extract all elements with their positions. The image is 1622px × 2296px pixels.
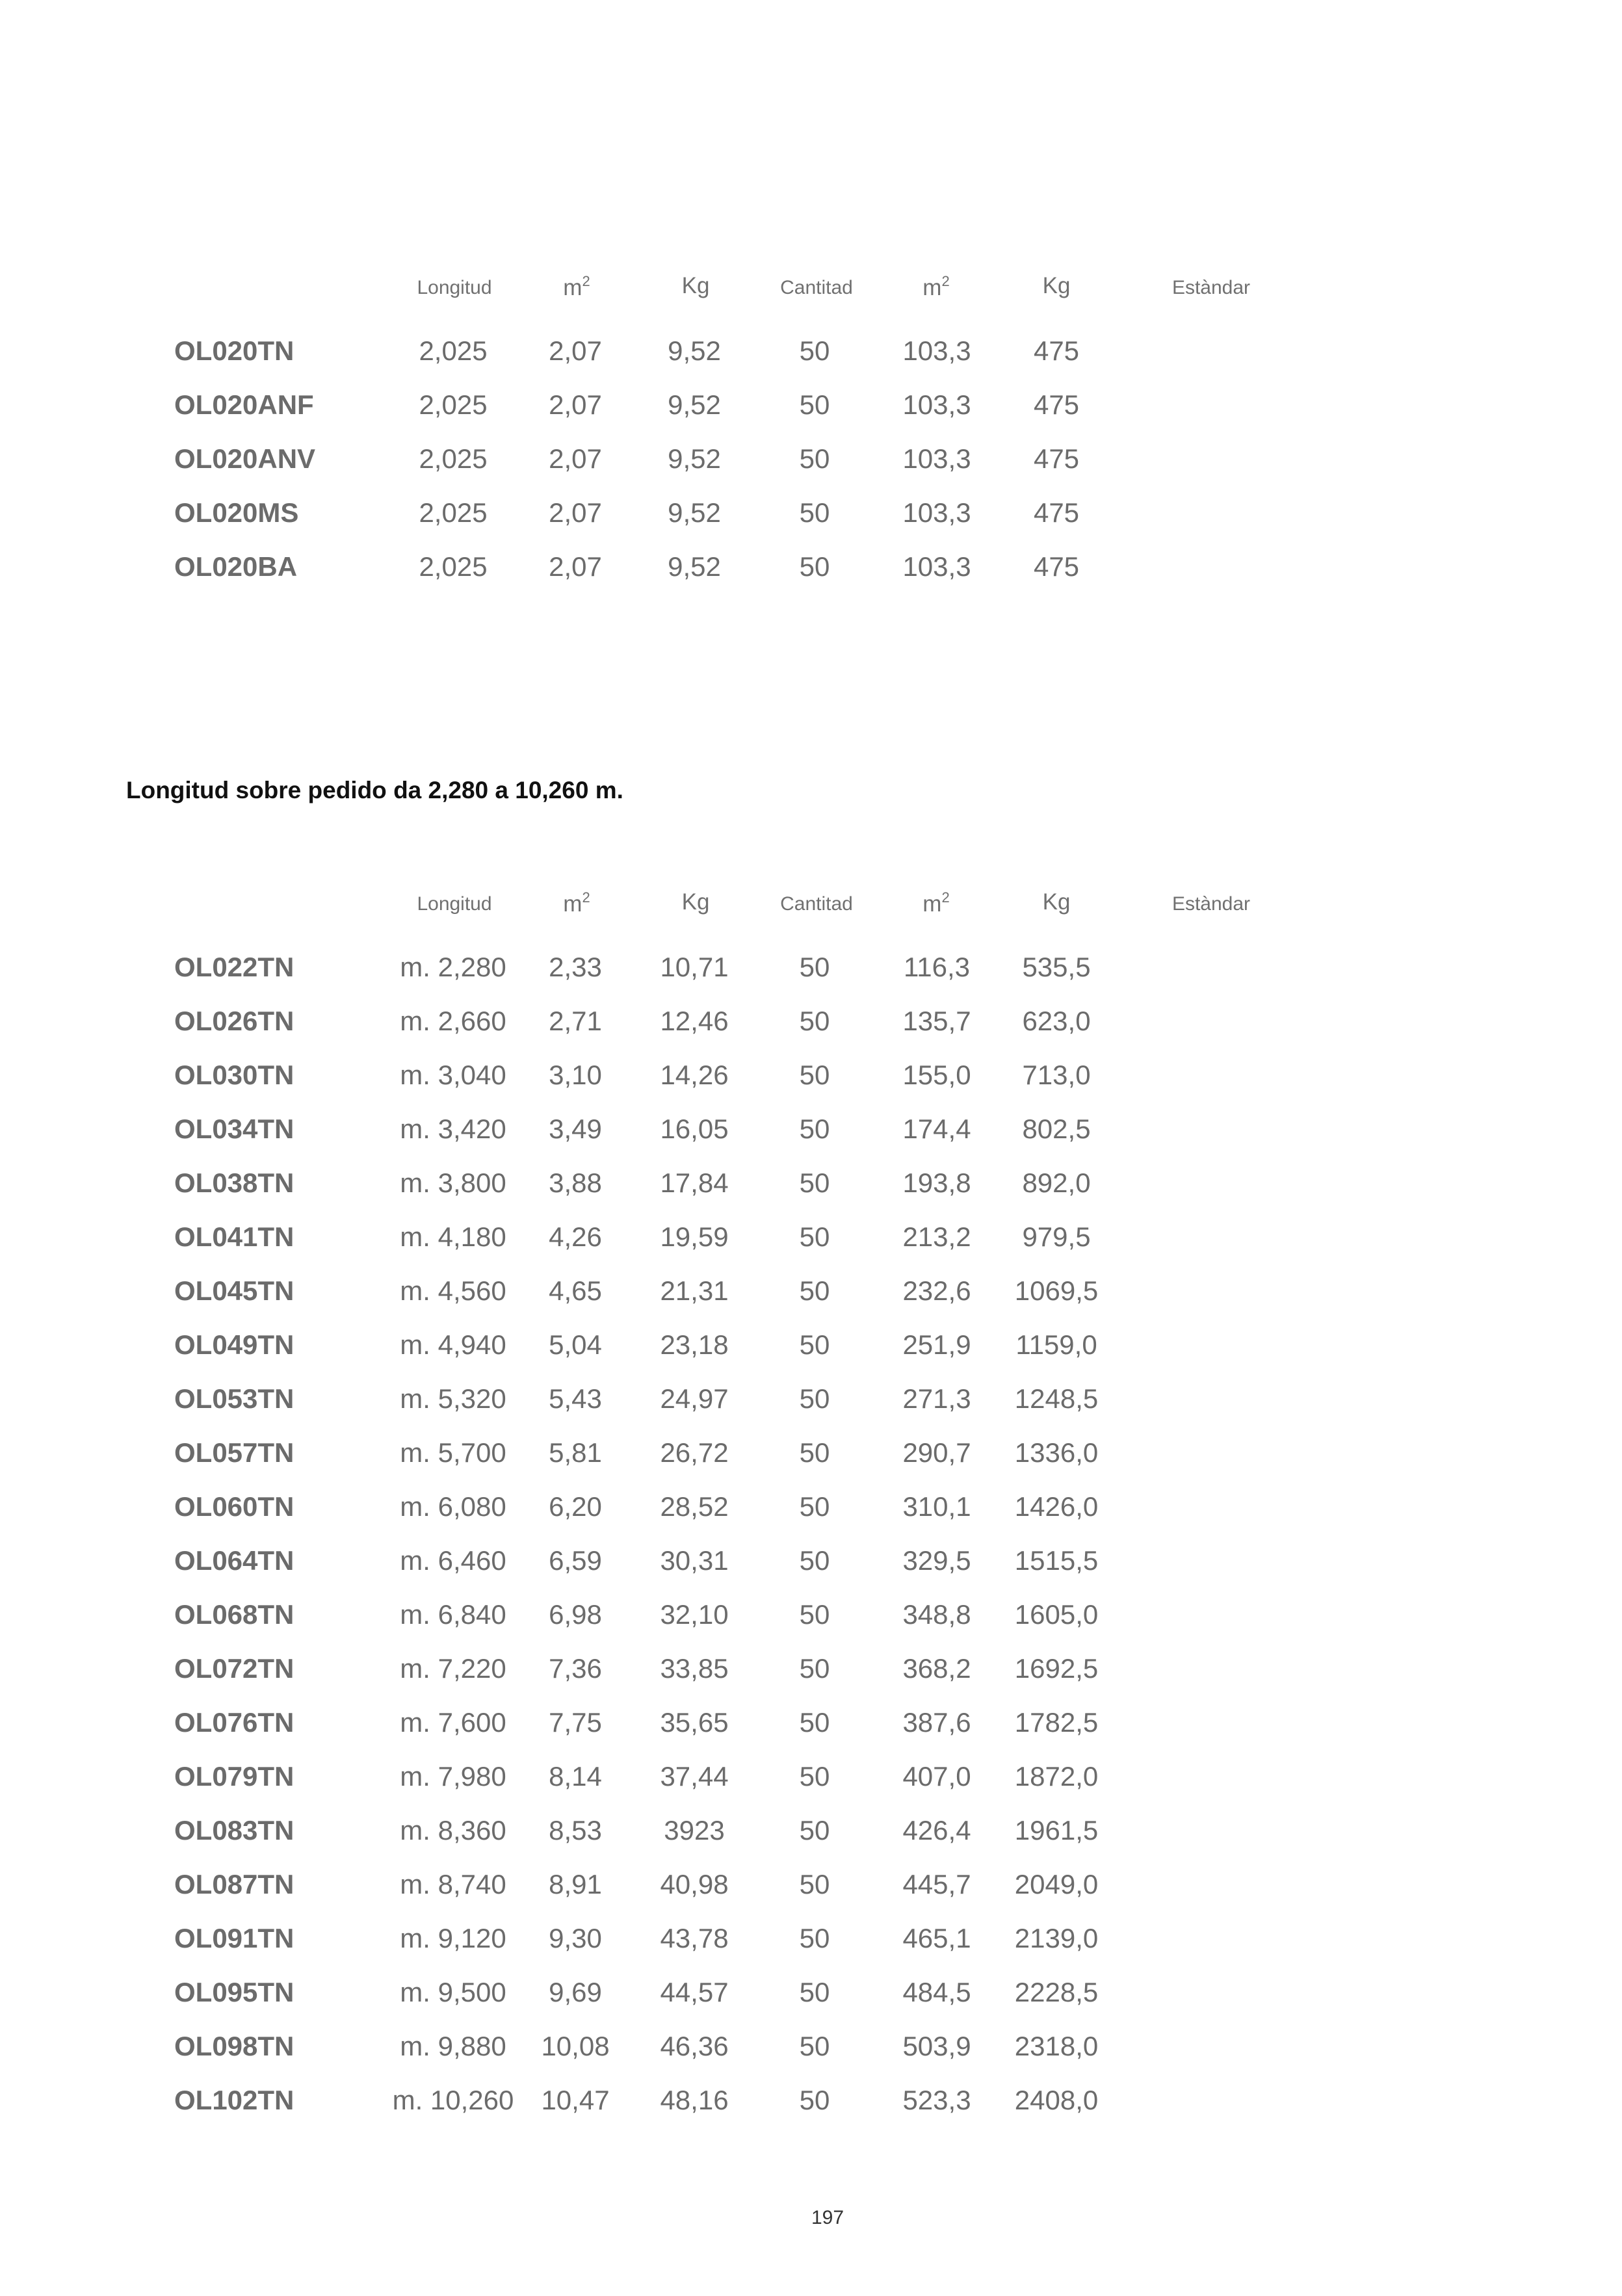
cell-m2: 2,07: [549, 551, 602, 582]
header-m2: $m^2$: [563, 889, 590, 917]
cell-longitud: m. 6,080: [400, 1491, 506, 1522]
cell-longitud: m. 3,420: [400, 1114, 506, 1144]
table-row: [0, 952, 1622, 1006]
cell-kg: 14,26: [660, 1060, 729, 1090]
cell-cantitad: 50: [799, 2031, 830, 2061]
table-row: [0, 1006, 1622, 1060]
table-row: [0, 1923, 1622, 1977]
cell-kg-total: 892,0: [1022, 1168, 1091, 1198]
product-code: OL064TN: [174, 1545, 294, 1576]
product-code: OL083TN: [174, 1815, 294, 1846]
table-row: [0, 1168, 1622, 1222]
cell-m2: 5,81: [549, 1437, 602, 1468]
table-row: [0, 1114, 1622, 1168]
cell-kg: 26,72: [660, 1437, 729, 1468]
table-row: [0, 1491, 1622, 1546]
cell-m2: 7,36: [549, 1653, 602, 1684]
product-code: OL072TN: [174, 1653, 294, 1684]
cell-cantitad: 50: [799, 2085, 830, 2115]
cell-m2-total: 271,3: [902, 1383, 971, 1414]
cell-cantitad: 50: [799, 952, 830, 982]
cell-m2: 2,07: [549, 497, 602, 528]
cell-m2-total: 290,7: [902, 1437, 971, 1468]
cell-m2: 6,20: [549, 1491, 602, 1522]
cell-cantitad: 50: [799, 497, 830, 528]
cell-cantitad: 50: [799, 1977, 830, 2007]
product-code: OL020ANF: [174, 389, 314, 420]
cell-m2: 9,69: [549, 1977, 602, 2007]
product-code: OL020BA: [174, 551, 298, 582]
cell-kg-total: 623,0: [1022, 1006, 1091, 1036]
cell-cantitad: 50: [799, 443, 830, 474]
cell-m2: 8,14: [549, 1761, 602, 1792]
product-code: OL034TN: [174, 1114, 294, 1144]
cell-m2-total: 445,7: [902, 1869, 971, 1899]
cell-m2-total: 426,4: [902, 1815, 971, 1846]
header-longitud: Longitud: [417, 893, 492, 915]
table-row: [0, 1815, 1622, 1870]
cell-m2: 4,65: [549, 1275, 602, 1306]
header-kg-total: Kg: [1042, 273, 1071, 298]
cell-cantitad: 50: [799, 1869, 830, 1899]
cell-m2: 2,71: [549, 1006, 602, 1036]
cell-m2: 8,53: [549, 1815, 602, 1846]
table-row: [0, 389, 1622, 444]
cell-kg: 17,84: [660, 1168, 729, 1198]
cell-kg-total: 2318,0: [1014, 2031, 1099, 2061]
product-code: OL026TN: [174, 1006, 294, 1036]
cell-m2-total: 348,8: [902, 1599, 971, 1630]
product-code: OL076TN: [174, 1707, 294, 1738]
cell-longitud: m. 8,740: [400, 1869, 506, 1899]
cell-m2: 7,75: [549, 1707, 602, 1738]
cell-kg-total: 475: [1033, 389, 1080, 420]
cell-longitud: m. 3,800: [400, 1168, 506, 1198]
product-code: OL053TN: [174, 1383, 294, 1414]
header-m2-total: $m^2$: [922, 273, 950, 300]
cell-longitud: m. 5,700: [400, 1437, 506, 1468]
product-code: OL098TN: [174, 2031, 294, 2061]
cell-m2-total: 116,3: [904, 952, 970, 982]
table-row: [0, 497, 1622, 552]
cell-m2-total: 103,3: [902, 497, 971, 528]
cell-m2-total: 503,9: [902, 2031, 971, 2061]
table-row: [0, 1275, 1622, 1330]
header-kg: Kg: [681, 273, 710, 298]
cell-kg-total: 475: [1033, 335, 1080, 366]
table1-header: [0, 273, 1622, 312]
cell-cantitad: 50: [799, 1168, 830, 1198]
cell-m2-total: 387,6: [902, 1707, 971, 1738]
cell-kg-total: 1605,0: [1014, 1599, 1099, 1630]
cell-kg-total: 1872,0: [1014, 1761, 1099, 1792]
cell-kg: 40,98: [660, 1869, 729, 1899]
cell-kg: 9,52: [668, 389, 721, 420]
product-code: OL079TN: [174, 1761, 294, 1792]
table-row: [0, 551, 1622, 606]
cell-cantitad: 50: [799, 1383, 830, 1414]
cell-kg-total: 2049,0: [1014, 1869, 1099, 1899]
cell-kg-total: 475: [1033, 443, 1080, 474]
cell-cantitad: 50: [799, 1761, 830, 1792]
product-code: OL087TN: [174, 1869, 294, 1899]
header-estandar: Estàndar: [1171, 277, 1251, 298]
cell-longitud: m. 9,500: [400, 1977, 506, 2007]
cell-kg: 19,59: [660, 1221, 729, 1252]
cell-kg: 43,78: [660, 1923, 729, 1953]
header-kg: Kg: [681, 889, 710, 915]
cell-m2-total: 213,2: [902, 1221, 971, 1252]
cell-cantitad: 50: [799, 1006, 830, 1036]
cell-m2-total: 368,2: [902, 1653, 971, 1684]
header-cantitad: Cantitad: [780, 893, 853, 915]
cell-m2-total: 155,0: [902, 1060, 971, 1090]
cell-kg-total: 1248,5: [1014, 1383, 1099, 1414]
cell-m2-total: 193,8: [902, 1168, 971, 1198]
header-longitud: Longitud: [417, 277, 492, 298]
header-kg-total: Kg: [1042, 889, 1071, 915]
cell-longitud: m. 2,280: [400, 952, 506, 982]
cell-kg-total: 802,5: [1022, 1114, 1091, 1144]
cell-longitud: m. 8,360: [400, 1815, 506, 1846]
cell-m2: 3,10: [549, 1060, 602, 1090]
cell-cantitad: 50: [799, 1275, 830, 1306]
cell-cantitad: 50: [799, 1653, 830, 1684]
page-number: 197: [811, 2207, 844, 2228]
product-code: OL045TN: [174, 1275, 294, 1306]
cell-kg-total: 2228,5: [1014, 1977, 1099, 2007]
cell-kg: 16,05: [660, 1114, 729, 1144]
table-row: [0, 335, 1622, 390]
cell-longitud: m. 3,040: [400, 1060, 506, 1090]
cell-m2: 8,91: [549, 1869, 602, 1899]
cell-kg-total: 1692,5: [1014, 1653, 1099, 1684]
table-row: [0, 1329, 1622, 1384]
cell-m2-total: 103,3: [902, 335, 971, 366]
cell-m2: 2,07: [549, 389, 602, 420]
table-row: [0, 1761, 1622, 1816]
cell-kg-total: 1159,0: [1015, 1329, 1097, 1360]
cell-m2: 3,88: [549, 1168, 602, 1198]
cell-longitud: 2,025: [419, 551, 488, 582]
cell-longitud: m. 9,120: [400, 1923, 506, 1953]
cell-kg: 28,52: [660, 1491, 729, 1522]
cell-cantitad: 50: [799, 1437, 830, 1468]
cell-m2-total: 232,6: [902, 1275, 971, 1306]
cell-m2: 2,33: [549, 952, 602, 982]
cell-longitud: 2,025: [419, 389, 488, 420]
product-code: OL091TN: [174, 1923, 294, 1953]
table-row: [0, 1060, 1622, 1114]
cell-kg: 33,85: [660, 1653, 729, 1684]
cell-cantitad: 50: [799, 1329, 830, 1360]
cell-cantitad: 50: [799, 1707, 830, 1738]
cell-m2: 5,04: [549, 1329, 602, 1360]
table-row: [0, 1221, 1622, 1276]
cell-kg-total: 979,5: [1022, 1221, 1091, 1252]
cell-kg: 35,65: [660, 1707, 729, 1738]
cell-m2: 5,43: [549, 1383, 602, 1414]
product-code: OL020ANV: [174, 443, 316, 474]
product-code: OL057TN: [174, 1437, 294, 1468]
cell-m2: 2,07: [549, 443, 602, 474]
cell-kg: 21,31: [660, 1275, 729, 1306]
cell-cantitad: 50: [799, 1545, 830, 1576]
cell-kg: 37,44: [660, 1761, 729, 1792]
cell-m2-total: 523,3: [902, 2085, 971, 2115]
cell-longitud: m. 4,940: [400, 1329, 506, 1360]
cell-m2-total: 310,1: [902, 1491, 971, 1522]
cell-kg: 10,71: [660, 952, 729, 982]
product-code: OL102TN: [174, 2085, 294, 2115]
table-row: [0, 443, 1622, 498]
cell-longitud: m. 4,180: [400, 1221, 506, 1252]
product-code: OL049TN: [174, 1329, 294, 1360]
cell-longitud: m. 2,660: [400, 1006, 506, 1036]
cell-m2-total: 484,5: [902, 1977, 971, 2007]
table-row: [0, 2031, 1622, 2085]
cell-m2-total: 103,3: [902, 443, 971, 474]
table-row: [0, 1707, 1622, 1762]
cell-kg-total: 475: [1033, 551, 1080, 582]
cell-kg-total: 1426,0: [1014, 1491, 1099, 1522]
cell-cantitad: 50: [799, 1221, 830, 1252]
cell-m2: 6,98: [549, 1599, 602, 1630]
cell-m2: 10,47: [541, 2085, 610, 2115]
cell-longitud: m. 4,560: [400, 1275, 506, 1306]
product-code: OL020TN: [174, 335, 294, 366]
cell-kg-total: 1782,5: [1014, 1707, 1099, 1738]
product-code: OL020MS: [174, 497, 299, 528]
cell-m2-total: 329,5: [902, 1545, 971, 1576]
product-code: OL060TN: [174, 1491, 294, 1522]
cell-longitud: m. 5,320: [400, 1383, 506, 1414]
cell-kg: 48,16: [660, 2085, 729, 2115]
header-m2-total: $m^2$: [922, 889, 950, 917]
table-row: [0, 1545, 1622, 1600]
cell-kg: 3923: [664, 1815, 725, 1846]
table-row: [0, 2085, 1622, 2139]
cell-kg: 23,18: [660, 1329, 729, 1360]
cell-m2: 6,59: [549, 1545, 602, 1576]
cell-kg-total: 2408,0: [1014, 2085, 1099, 2115]
cell-longitud: m. 6,460: [400, 1545, 506, 1576]
cell-m2-total: 407,0: [902, 1761, 971, 1792]
product-code: OL041TN: [174, 1221, 294, 1252]
product-code: OL095TN: [174, 1977, 294, 2007]
cell-kg-total: 475: [1033, 497, 1080, 528]
cell-longitud: m. 7,220: [400, 1653, 506, 1684]
cell-kg: 9,52: [668, 551, 721, 582]
cell-kg: 9,52: [668, 443, 721, 474]
cell-longitud: m. 7,980: [400, 1761, 506, 1792]
cell-longitud: m. 10,260: [392, 2085, 514, 2115]
header-cantitad: Cantitad: [780, 277, 853, 298]
cell-longitud: 2,025: [419, 443, 488, 474]
table-row: [0, 1599, 1622, 1654]
cell-cantitad: 50: [799, 389, 830, 420]
cell-kg-total: 1336,0: [1014, 1437, 1099, 1468]
cell-m2: 4,26: [549, 1221, 602, 1252]
cell-cantitad: 50: [799, 1491, 830, 1522]
cell-longitud: 2,025: [419, 335, 488, 366]
cell-kg-total: 1515,5: [1014, 1545, 1099, 1576]
cell-kg-total: 713,0: [1022, 1060, 1091, 1090]
cell-cantitad: 50: [799, 1815, 830, 1846]
cell-m2-total: 251,9: [902, 1329, 971, 1360]
cell-m2-total: 103,3: [902, 389, 971, 420]
cell-m2-total: 135,7: [902, 1006, 971, 1036]
cell-m2: 2,07: [549, 335, 602, 366]
cell-kg-total: 1961,5: [1014, 1815, 1099, 1846]
table-row: [0, 1653, 1622, 1708]
cell-cantitad: 50: [799, 1599, 830, 1630]
table-row: [0, 1437, 1622, 1492]
cell-cantitad: 50: [799, 551, 830, 582]
cell-kg: 9,52: [668, 497, 721, 528]
cell-m2: 10,08: [541, 2031, 610, 2061]
product-code: OL022TN: [174, 952, 294, 982]
cell-kg: 9,52: [668, 335, 721, 366]
cell-cantitad: 50: [799, 1060, 830, 1090]
header-m2: $m^2$: [563, 273, 590, 300]
cell-m2: 9,30: [549, 1923, 602, 1953]
length-note: Longitud sobre pedido da 2,280 a 10,260 m.: [126, 777, 623, 803]
cell-longitud: m. 6,840: [400, 1599, 506, 1630]
product-code: OL038TN: [174, 1168, 294, 1198]
cell-longitud: m. 9,880: [400, 2031, 506, 2061]
cell-kg: 44,57: [660, 1977, 729, 2007]
cell-m2: 3,49: [549, 1114, 602, 1144]
cell-kg-total: 1069,5: [1014, 1275, 1099, 1306]
cell-cantitad: 50: [799, 1923, 830, 1953]
cell-kg-total: 535,5: [1022, 952, 1091, 982]
cell-kg: 32,10: [660, 1599, 729, 1630]
cell-m2-total: 103,3: [902, 551, 971, 582]
table2-header: [0, 889, 1622, 928]
header-estandar: Estàndar: [1171, 893, 1251, 915]
cell-longitud: 2,025: [419, 497, 488, 528]
table-row: [0, 1977, 1622, 2031]
table-row: [0, 1383, 1622, 1438]
cell-kg-total: 2139,0: [1014, 1923, 1099, 1953]
cell-m2-total: 465,1: [902, 1923, 971, 1953]
cell-kg: 30,31: [660, 1545, 729, 1576]
product-code: OL030TN: [174, 1060, 294, 1090]
product-code: OL068TN: [174, 1599, 294, 1630]
cell-kg: 24,97: [660, 1383, 729, 1414]
cell-longitud: m. 7,600: [400, 1707, 506, 1738]
cell-m2-total: 174,4: [902, 1114, 971, 1144]
cell-kg: 46,36: [660, 2031, 729, 2061]
cell-kg: 12,46: [660, 1006, 729, 1036]
cell-cantitad: 50: [799, 1114, 830, 1144]
cell-cantitad: 50: [799, 335, 830, 366]
table-row: [0, 1869, 1622, 1924]
